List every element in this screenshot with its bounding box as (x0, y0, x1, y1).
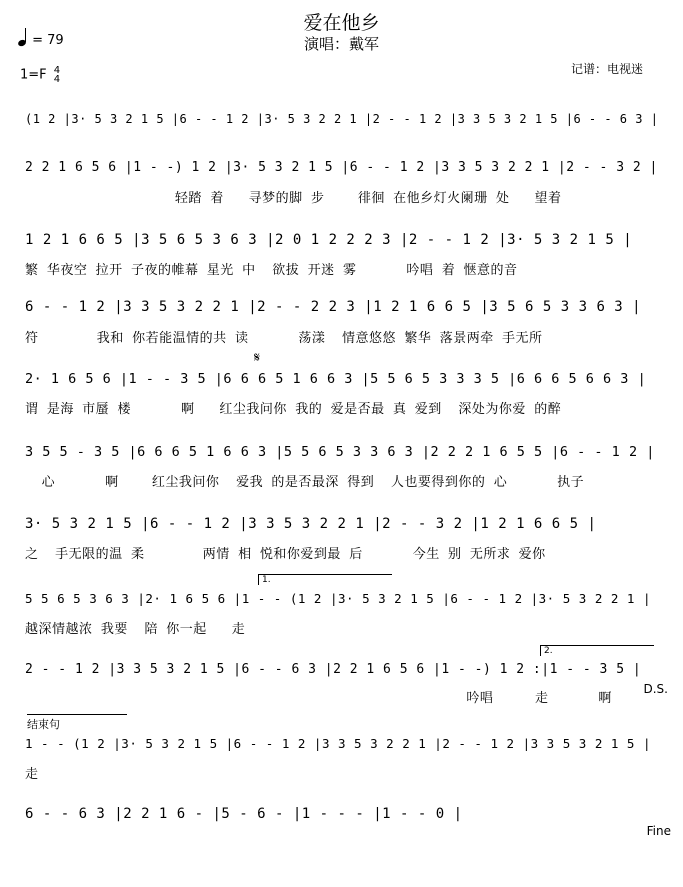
ending-phrase-label: 结束句 (27, 714, 127, 732)
notes-row: 2· 1 6 5 6 |1 - - 3 5 |6 6 6 5 1 6 6 3 |5 5 6 5 3 3 3 5 |6 6 6 5 6 6 3 | (25, 371, 647, 387)
tempo-marking (18, 30, 64, 48)
notes-row: 6 - - 1 2 |3 3 5 3 2 2 1 |2 - - 2 2 3 |1 2 1 6 6 5 |3 5 6 5 3 3 6 3 | (25, 299, 642, 315)
lyrics-row: 繁 华夜空 拉开 子夜的帷幕 星光 中 欲拔 开迷 雾 吟唱 着 惬意的音 (25, 263, 518, 278)
time-bottom: 4 (53, 74, 61, 85)
transcriber-credit: 记谱：电视迷 (570, 62, 643, 76)
lyrics-row: 轻踏 着 寻梦的脚 步 徘徊 在他乡灯火阑珊 处 望着 (25, 191, 562, 206)
song-title: 爱在他乡 (303, 12, 380, 34)
lyrics-row: 越深情越浓 我要 陪 你一起 走 (25, 622, 246, 637)
time-top: 4 (53, 65, 61, 76)
tempo-value: = 79 (32, 33, 64, 48)
notes-row: 1 2 1 6 6 5 |3 5 6 5 3 6 3 |2 0 1 2 2 2 3 |2 - - 1 2 |3· 5 3 2 1 5 | (25, 232, 633, 248)
notes-row: 6 - - 6 3 |2 2 1 6 - |5 - 6 - |1 - - - |1 - - 0 | (25, 806, 463, 822)
volta-1: 1. (258, 574, 392, 585)
lyrics-row: 吟唱 走 啊 (25, 691, 612, 706)
segno-icon: 𝄋 (254, 350, 261, 366)
key-signature (20, 66, 60, 84)
notes-row: (1 2 |3· 5 3 2 1 5 |6 - - 1 2 |3· 5 3 2 2 1 |2 - - 1 2 |3 3 5 3 2 1 5 |6 - - 6 3 | (25, 112, 659, 126)
fine-marker: Fine (646, 824, 671, 838)
note-stem (25, 28, 26, 42)
singer-credit: 演唱：戴军 (303, 35, 379, 53)
lyrics-row: 符 我和 你若能温情的共 读 荡漾 情意悠悠 繁华 落景两牵 手无所 (25, 331, 543, 346)
lyrics-row: 之 手无限的温 柔 两情 相 悦和你爱到最 后 今生 别 无所求 爱你 (25, 547, 546, 562)
lyrics-row: 心 啊 红尘我问你 爱我 的是否最深 得到 人也要得到你的 心 执子 (25, 475, 585, 490)
notes-row: 2 - - 1 2 |3 3 5 3 2 1 5 |6 - - 6 3 |2 2 1 6 5 6 |1 - -) 1 2 :|1 - - 3 5 | (25, 662, 642, 677)
time-signature (54, 66, 60, 84)
notes-row: 3 5 5 - 3 5 |6 6 6 5 1 6 6 3 |5 5 6 5 3 3 6 3 |2 2 2 1 6 5 5 |6 - - 1 2 | (25, 444, 655, 460)
volta-2: 2. (540, 645, 654, 656)
notes-row: 1 - - (1 2 |3· 5 3 2 1 5 |6 - - 1 2 |3 3 5 3 2 2 1 |2 - - 1 2 |3 3 5 3 2 1 5 | (25, 736, 651, 751)
key-value: 1=F (20, 67, 47, 83)
lyrics-row: 走 (25, 767, 39, 782)
notes-row: 2 2 1 6 5 6 |1 - -) 1 2 |3· 5 3 2 1 5 |6 - - 1 2 |3 3 5 3 2 2 1 |2 - - 3 2 | (25, 160, 658, 175)
notes-row: 5 5 6 5 3 6 3 |2· 1 6 5 6 |1 - - (1 2 |3· 5 3 2 1 5 |6 - - 1 2 |3· 5 3 2 2 1 | (25, 591, 651, 606)
dal-segno-marker: D.S. (643, 682, 668, 696)
notes-row: 3· 5 3 2 1 5 |6 - - 1 2 |3 3 5 3 2 2 1 |2 - - 3 2 |1 2 1 6 6 5 | (25, 516, 597, 532)
lyrics-row: 谓 是海 市蜃 楼 啊 红尘我问你 我的 爱是否最 真 爱到 深处为你爱 的醉 (25, 402, 562, 417)
